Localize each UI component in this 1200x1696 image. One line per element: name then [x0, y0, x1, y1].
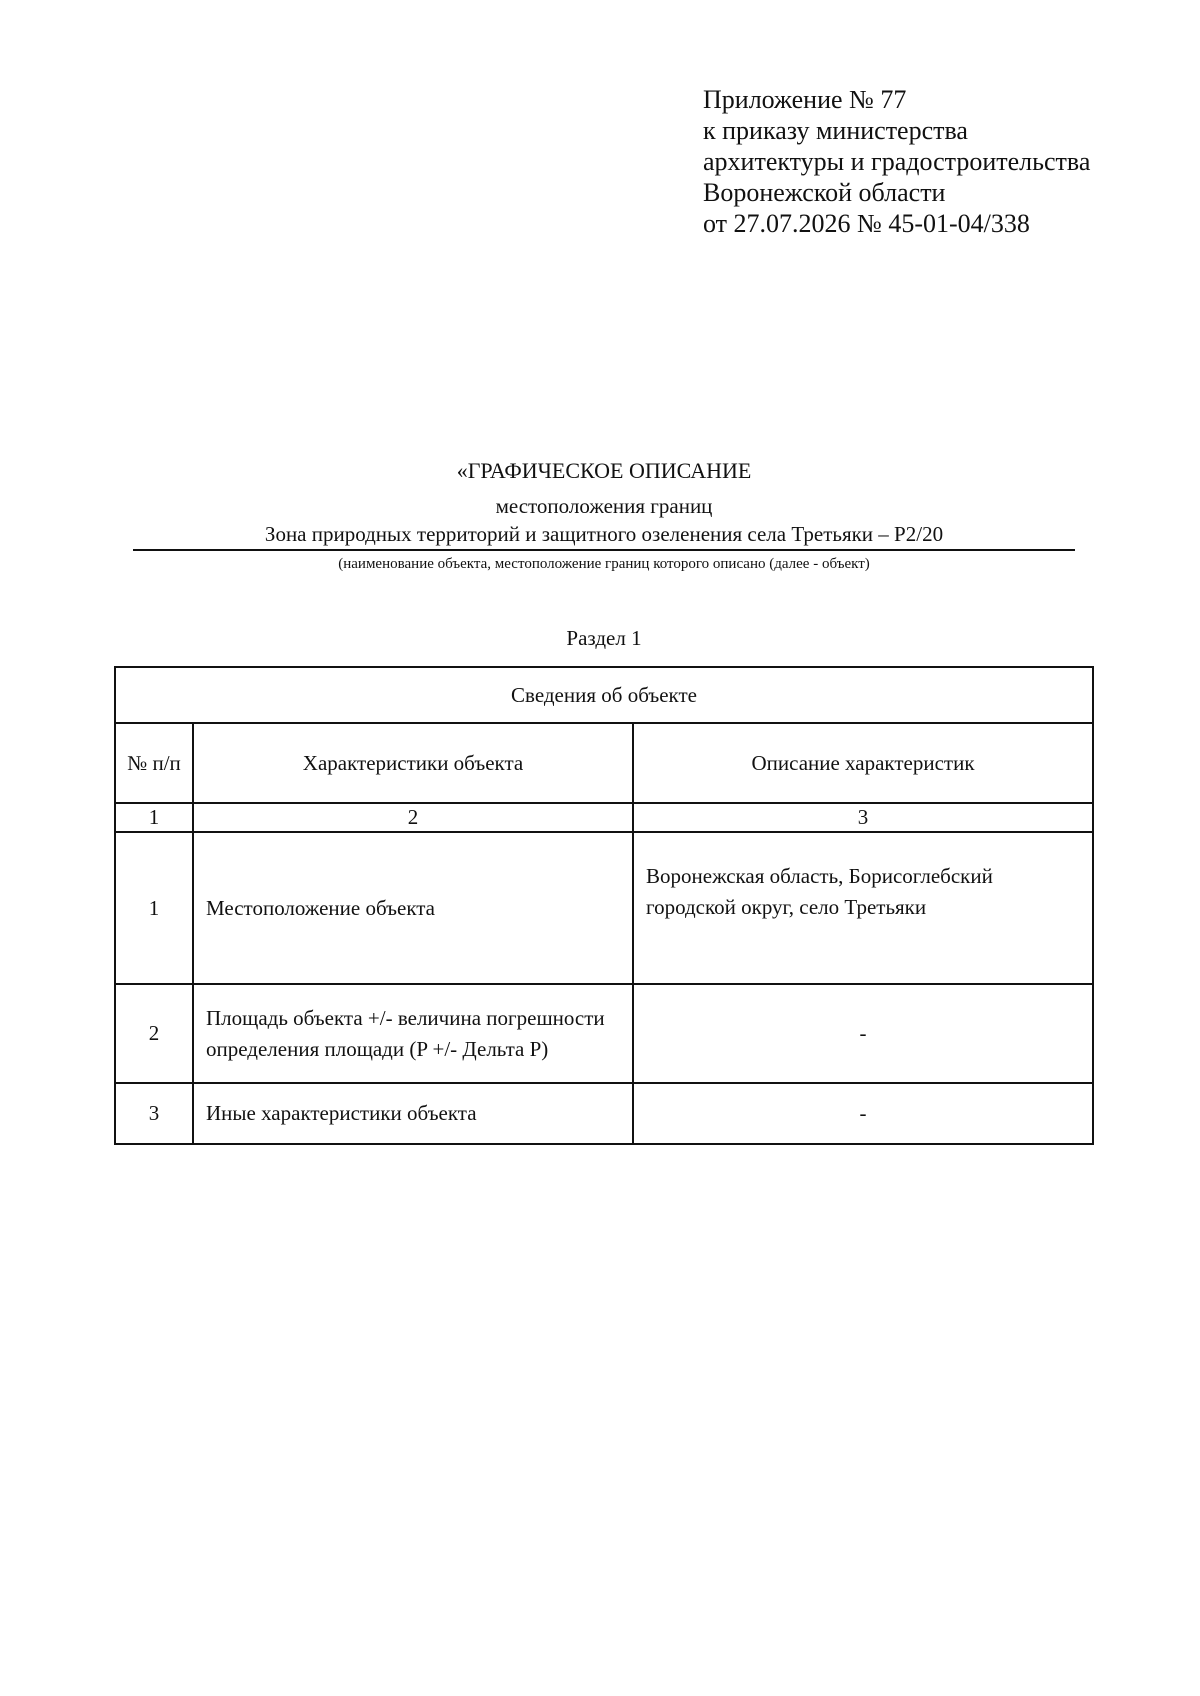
header-number: № п/п	[115, 723, 193, 803]
row-number: 2	[115, 984, 193, 1083]
object-info-table	[114, 666, 1094, 1145]
table-caption-row	[115, 667, 1093, 723]
header-description: Описание характеристик	[633, 723, 1093, 803]
row-number: 1	[115, 832, 193, 984]
row-characteristic: Площадь объекта +/- величина погрешности определения площади (P +/- Дельта P)	[193, 984, 633, 1083]
column-number: 2	[193, 803, 633, 832]
object-name-note: (наименование объекта, местоположение границ которого описано (далее - объект)	[338, 556, 870, 572]
appendix-line: от 27.07.2026 № 45-01-04/338	[703, 209, 1030, 238]
column-number-row	[115, 803, 1093, 832]
table-caption: Сведения об объекте	[115, 667, 1093, 723]
appendix-line: архитектуры и градостроительства	[703, 147, 1091, 176]
document-heading	[133, 456, 1075, 575]
document-title: «ГРАФИЧЕСКОЕ ОПИСАНИЕ	[456, 458, 752, 483]
table-row	[115, 1083, 1093, 1144]
section-label: Раздел 1	[566, 626, 642, 650]
row-characteristic: Местоположение объекта	[193, 832, 633, 984]
row-description: Воронежская область, Борисоглебский городской округ, село Третьяки	[633, 832, 1093, 984]
appendix-block	[703, 84, 1173, 239]
appendix-line: к приказу министерства	[703, 116, 968, 145]
row-number: 3	[115, 1083, 193, 1144]
table-header-row	[115, 723, 1093, 803]
appendix-line: Приложение № 77	[703, 85, 907, 114]
appendix-line: Воронежской области	[703, 178, 946, 207]
column-number: 3	[633, 803, 1093, 832]
column-number: 1	[115, 803, 193, 832]
document-subtitle: местоположения границ	[495, 494, 713, 518]
table-row	[115, 832, 1093, 984]
row-description: -	[633, 984, 1093, 1083]
header-characteristic: Характеристики объекта	[193, 723, 633, 803]
object-name: Зона природных территорий и защитного озеленения села Третьяки – Р2/20	[133, 520, 1075, 551]
table-row	[115, 984, 1093, 1083]
row-characteristic: Иные характеристики объекта	[193, 1083, 633, 1144]
row-description: -	[633, 1083, 1093, 1144]
